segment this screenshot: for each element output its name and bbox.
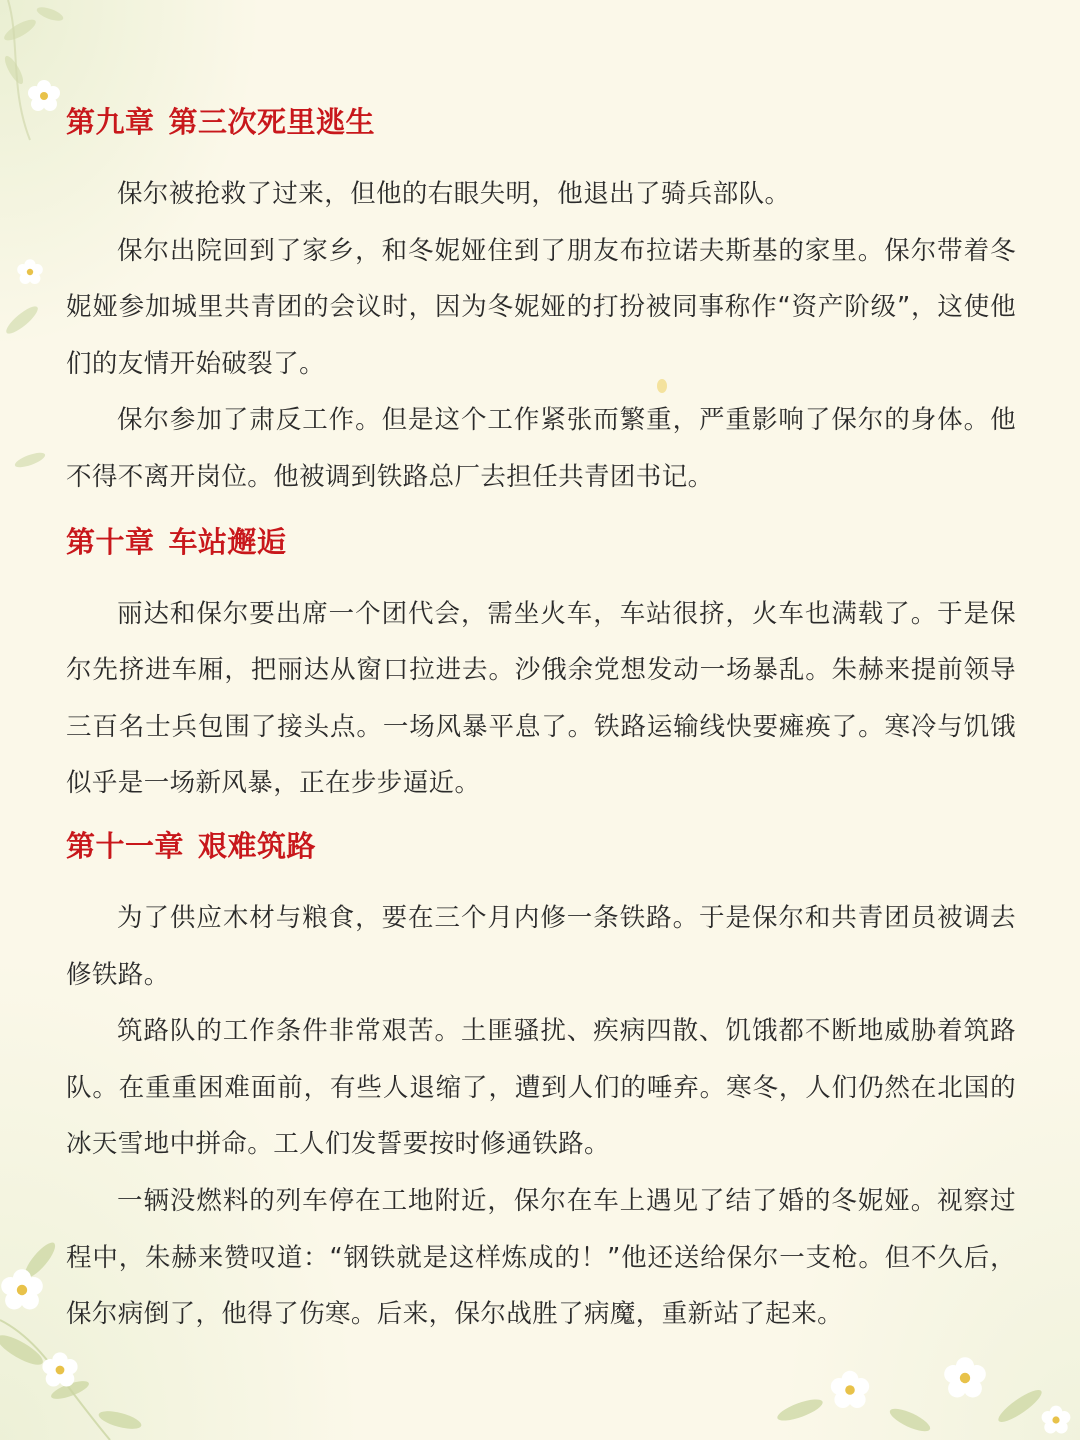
chapter-body bbox=[66, 166, 1016, 506]
paragraph: 一辆没燃料的列车停在工地附近，保尔在车上遇见了结了婚的冬妮娅。视察过程中，朱赫来赞叹道：“钢铁就是这样炼成的！”他还送给保尔一支枪。但不久后，保尔病倒了，他得了伤寒。后来，保尔战胜了病魔，重新站了起来。 bbox=[66, 1185, 1016, 1330]
chapter-title bbox=[66, 514, 1016, 570]
chapter-body bbox=[66, 586, 1016, 812]
flower-icon bbox=[28, 80, 60, 111]
paragraph: 筑路队的工作条件非常艰苦。土匪骚扰、疾病四散、饥饿都不断地威胁着筑路队。在重重困难面前，有些人退缩了，遭到人们的唾弃。寒冬，人们仍然在北国的冰天雪地中拼命。工人们发誓要按时修通铁路。 bbox=[66, 1016, 1016, 1160]
chapter-body bbox=[66, 890, 1016, 1343]
flower-icon bbox=[1, 1269, 43, 1309]
chapter-title bbox=[66, 94, 1016, 150]
paragraph: 保尔被抢救了过来，但他的右眼失明，他退出了骑兵部队。 bbox=[117, 179, 791, 209]
flower-icon bbox=[1042, 1406, 1071, 1434]
chapter-section bbox=[66, 818, 1016, 1343]
paragraph: 保尔出院回到了家乡，和冬妮娅住到了朋友布拉诺夫斯基的家里。保尔带着冬妮娅参加城里共青团的会议时，因为冬妮娅的打扮被同事称作“资产阶级”，这使他们的友情开始破裂了。 bbox=[66, 235, 1016, 379]
chapter-section bbox=[66, 514, 1016, 812]
chapter-title bbox=[66, 818, 1016, 874]
document-content bbox=[66, 94, 1016, 1343]
paragraph: 丽达和保尔要出席一个团代会，需坐火车，车站很挤，火车也满载了。于是保尔先挤进车厢，把丽达从窗口拉进去。沙俄余党想发动一场暴乱。朱赫来提前领导三百名士兵包围了接头点。一场风暴平息了。铁路运输线快要瘫痪了。寒冷与饥饿似乎是一场新风暴，正在步步逼近。 bbox=[66, 598, 1016, 799]
chapter-number: 第九章 bbox=[66, 105, 155, 139]
leaf-icon bbox=[775, 1385, 1045, 1435]
chapter-number: 第十章 bbox=[66, 524, 155, 559]
flower-icon bbox=[17, 259, 43, 284]
chapter-name: 艰难筑路 bbox=[198, 828, 317, 863]
flower-icon bbox=[42, 1352, 77, 1386]
flower-icon bbox=[944, 1357, 986, 1397]
flower-icon bbox=[831, 1371, 869, 1408]
chapter-number: 第十一章 bbox=[66, 828, 185, 863]
chapter-section bbox=[66, 94, 1016, 506]
chapter-name: 第三次死里逃生 bbox=[168, 105, 376, 139]
chapter-name: 车站邂逅 bbox=[168, 524, 287, 559]
paragraph: 保尔参加了肃反工作。但是这个工作紧张而繁重，严重影响了保尔的身体。他不得不离开岗位。他被调到铁路总厂去担任共青团书记。 bbox=[66, 405, 1016, 492]
leaf-icon bbox=[1, 5, 64, 471]
paragraph: 为了供应木材与粮食，要在三个月内修一条铁路。于是保尔和共青团员被调去修铁路。 bbox=[66, 902, 1016, 990]
